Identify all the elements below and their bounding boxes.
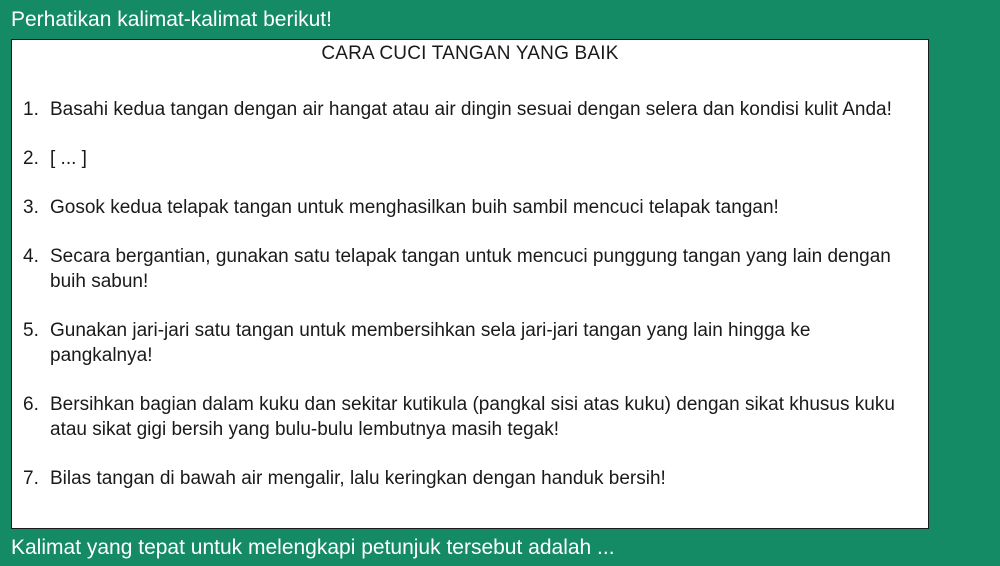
step-number: 3. bbox=[23, 197, 39, 218]
step-number: 4. bbox=[23, 246, 39, 267]
step-number: 5. bbox=[23, 320, 39, 341]
card-title: CARA CUCI TANGAN YANG BAIK bbox=[321, 43, 619, 64]
steps-list bbox=[23, 97, 918, 491]
step-item-1 bbox=[23, 97, 918, 122]
step-number: 2. bbox=[23, 148, 39, 169]
question-text: Kalimat yang tepat untuk melengkapi petunjuk tersebut adalah ... bbox=[11, 536, 615, 559]
step-item-4 bbox=[23, 244, 918, 294]
step-item-3 bbox=[23, 195, 918, 220]
step-text: Basahi kedua tangan dengan air hangat atau air dingin sesuai dengan selera dan kondisi kulit Anda! bbox=[50, 99, 892, 120]
step-text: Gosok kedua telapak tangan untuk menghasilkan buih sambil mencuci telapak tangan! bbox=[50, 197, 779, 218]
step-number: 7. bbox=[23, 468, 39, 489]
step-text-blank: [ ... ] bbox=[50, 148, 87, 169]
step-text: Bersihkan bagian dalam kuku dan sekitar kutikula (pangkal sisi atas kuku) dengan sikat khusus kuku atau sikat gigi bersih yang bulu-bulu lembutnya masih tegak! bbox=[50, 394, 895, 440]
step-item-6 bbox=[23, 392, 918, 442]
step-text: Secara bergantian, gunakan satu telapak tangan untuk mencuci punggung tangan yang lain dengan buih sabun! bbox=[50, 246, 891, 292]
step-number: 1. bbox=[23, 99, 39, 120]
intro-text: Perhatikan kalimat-kalimat berikut! bbox=[11, 8, 332, 31]
step-item-2 bbox=[23, 146, 918, 171]
step-item-5 bbox=[23, 318, 918, 368]
step-text: Gunakan jari-jari satu tangan untuk membersihkan sela jari-jari tangan yang lain hingga ke pangkalnya! bbox=[50, 320, 811, 366]
instruction-card bbox=[11, 39, 929, 529]
step-text: Bilas tangan di bawah air mengalir, lalu keringkan dengan handuk bersih! bbox=[50, 468, 666, 489]
step-item-7 bbox=[23, 466, 918, 491]
step-number: 6. bbox=[23, 394, 39, 415]
